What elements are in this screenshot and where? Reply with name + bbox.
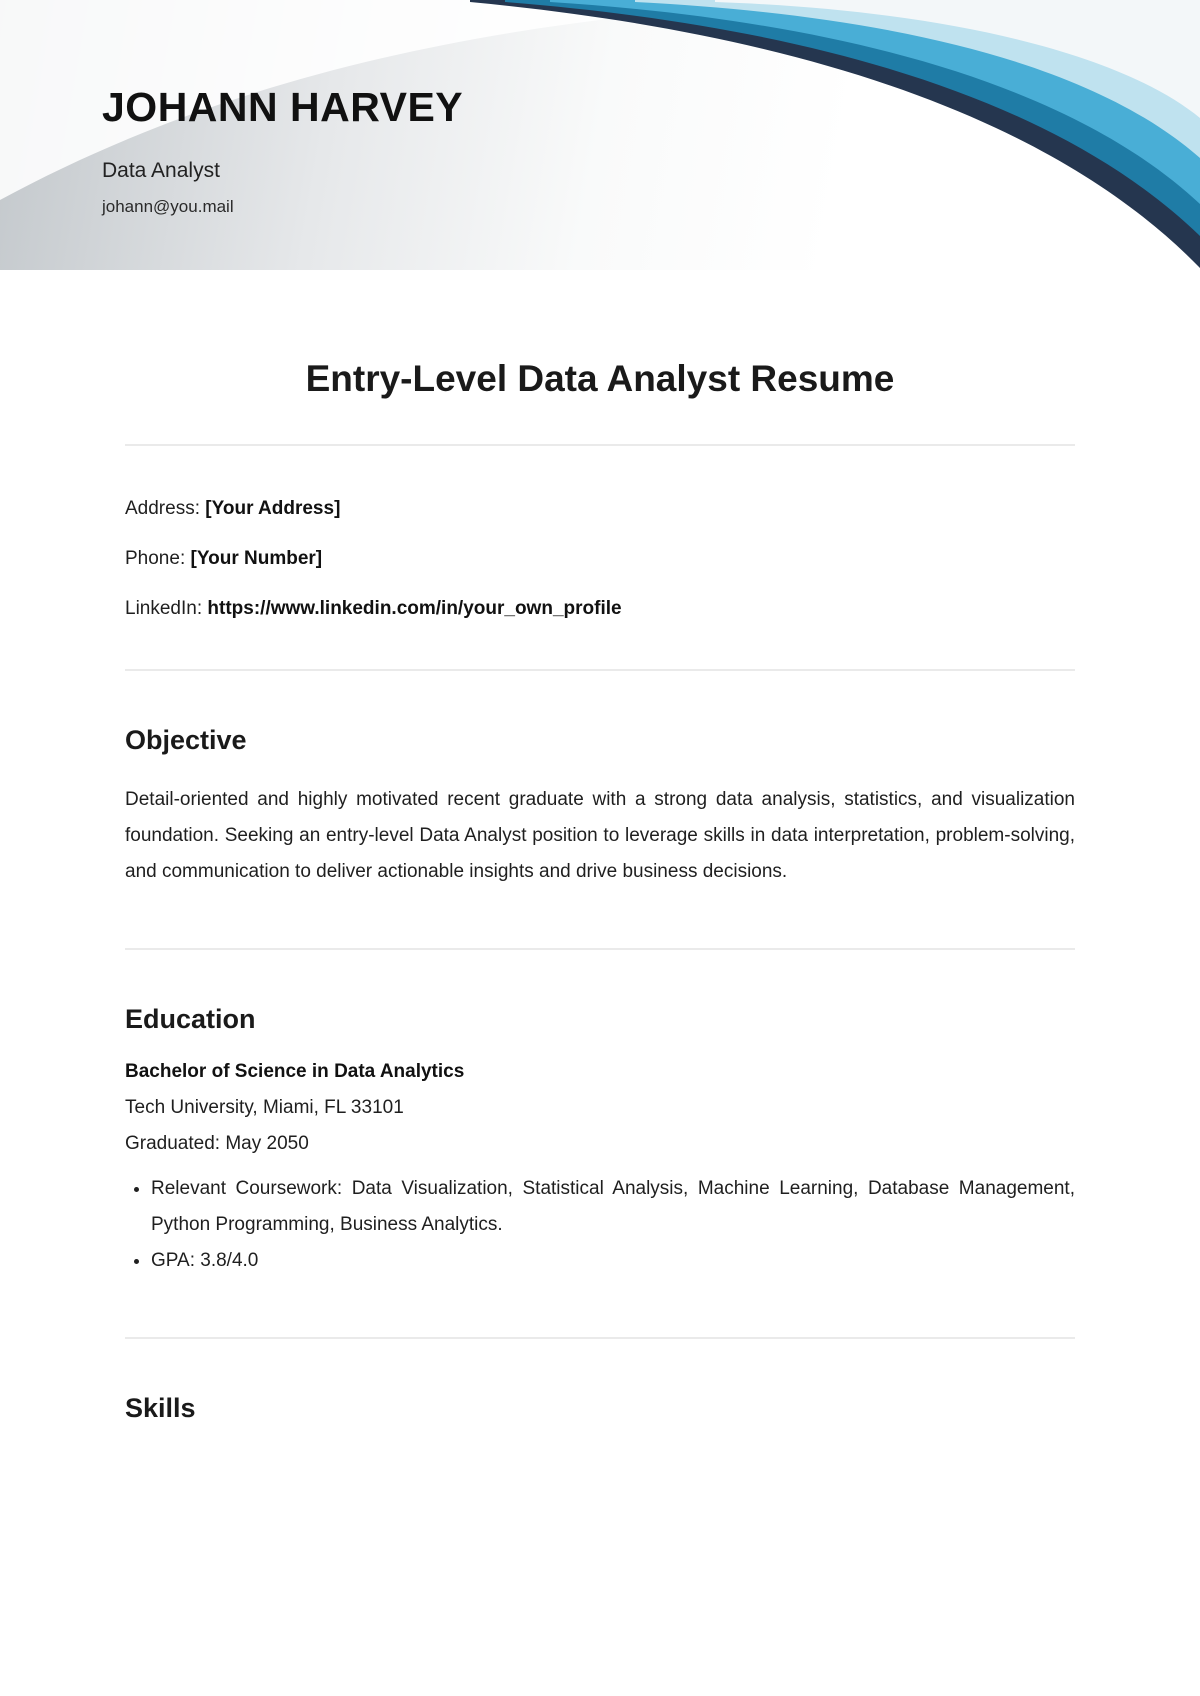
education-graduated: Graduated: May 2050 xyxy=(125,1133,309,1154)
divider xyxy=(125,444,1075,446)
document-title: Entry-Level Data Analyst Resume xyxy=(305,358,895,399)
linkedin-label: LinkedIn: xyxy=(125,598,203,619)
education-bullet-gpa: • GPA: 3.8/4.0 xyxy=(151,1243,1075,1279)
divider xyxy=(125,669,1075,671)
skills-heading: Skills xyxy=(125,1393,196,1423)
contact-linkedin-line xyxy=(125,598,1075,620)
address-label: Address: xyxy=(125,498,200,519)
address-value: [Your Address] xyxy=(205,498,341,519)
person-role: Data Analyst xyxy=(102,159,220,182)
header-text-block xyxy=(102,0,463,217)
education-bullet-coursework: • Relevant Coursework: Data Visualization, Statistical Analysis, Machine Learning, Database Management, Python Programming, Business Analytics. xyxy=(151,1171,1075,1243)
contact-block xyxy=(125,498,1075,620)
contact-phone-line xyxy=(125,548,1075,570)
resume-content xyxy=(0,358,1200,1424)
education-school: Tech University, Miami, FL 33101 xyxy=(125,1097,404,1118)
phone-label: Phone: xyxy=(125,548,186,569)
divider xyxy=(125,1337,1075,1339)
education-heading: Education xyxy=(125,1004,256,1034)
person-name: JOHANN HARVEY xyxy=(102,84,464,130)
objective-paragraph: Detail-oriented and highly motivated recent graduate with a strong data analysis, statistics, and visualization foundation. Seeking an entry-level Data Analyst position to leverage skills in data interpretation, problem-solving, and communication to deliver actionable insights and drive business decisions. xyxy=(125,789,1075,882)
person-email: johann@you.mail xyxy=(102,197,234,216)
objective-heading: Objective xyxy=(125,725,247,755)
contact-address-line xyxy=(125,498,1075,520)
phone-value: [Your Number] xyxy=(190,548,323,569)
education-bullet-list xyxy=(125,1171,1075,1279)
header-banner xyxy=(0,0,1200,270)
divider xyxy=(125,948,1075,950)
linkedin-url-link[interactable]: https://www.linkedin.com/in/your_own_profile xyxy=(207,598,622,619)
education-degree: Bachelor of Science in Data Analytics xyxy=(125,1061,465,1082)
